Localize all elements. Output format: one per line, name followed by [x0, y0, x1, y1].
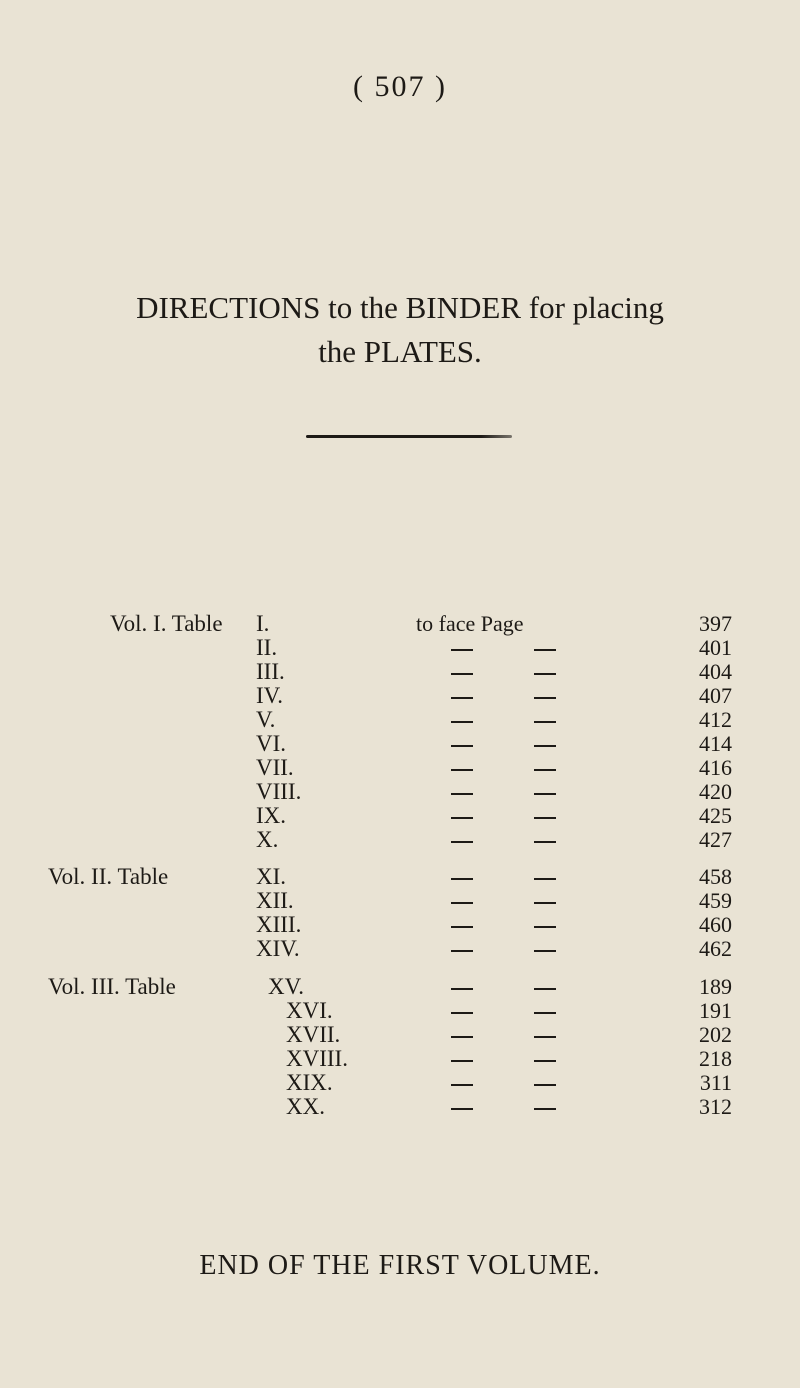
end-of-volume-note: END OF THE FIRST VOLUME. — [199, 1250, 601, 1281]
page-ref: 425 — [699, 803, 732, 828]
leader-dash — [534, 745, 556, 747]
leader-dash — [451, 1060, 473, 1062]
table-numeral: XIV. — [256, 936, 300, 961]
page-ref: 407 — [699, 683, 732, 708]
leader-dash — [451, 841, 473, 843]
leader-dash — [534, 1108, 556, 1110]
page-ref: 404 — [699, 659, 732, 684]
table-row — [0, 1023, 800, 1047]
table-row — [0, 975, 800, 999]
page-number: ( 507 ) — [353, 70, 447, 103]
leader-dash — [451, 1084, 473, 1086]
table-numeral: XX. — [286, 1094, 325, 1119]
leader-dash — [451, 950, 473, 952]
table-row — [0, 865, 800, 889]
table-numeral: IX. — [256, 803, 287, 828]
page-ref: 460 — [699, 912, 732, 937]
page-ref: 191 — [699, 998, 732, 1023]
table-numeral: XVI. — [286, 998, 333, 1023]
leader-dash — [534, 721, 556, 723]
table-row — [0, 937, 800, 961]
table-row — [0, 756, 800, 780]
leader-dash — [534, 1060, 556, 1062]
leader-dash — [534, 950, 556, 952]
table-row — [0, 732, 800, 756]
table-numeral: IV. — [256, 683, 284, 708]
leader-dash — [451, 745, 473, 747]
page-ref: 312 — [699, 1094, 732, 1119]
leader-dash — [534, 926, 556, 928]
title-line-2: the PLATES. — [318, 334, 482, 369]
leader-dash — [451, 902, 473, 904]
page-ref: 427 — [699, 827, 732, 852]
leader-dash — [534, 988, 556, 990]
table-row — [0, 780, 800, 804]
table-row — [0, 1095, 800, 1119]
leader-dash — [534, 902, 556, 904]
table-numeral: XVII. — [286, 1022, 341, 1047]
volume-label: Vol. III. Table — [48, 974, 176, 999]
page-ref: 401 — [699, 635, 732, 660]
table-numeral: I. — [256, 611, 270, 636]
leader-dash — [451, 769, 473, 771]
table-row — [0, 708, 800, 732]
page-ref: 397 — [699, 611, 732, 636]
leader-dash — [451, 721, 473, 723]
leader-dash — [534, 1036, 556, 1038]
table-row — [0, 804, 800, 828]
table-row — [0, 913, 800, 937]
leader-dash — [451, 988, 473, 990]
table-numeral: XIII. — [256, 912, 302, 937]
leader-dash — [534, 649, 556, 651]
page-ref: 459 — [699, 888, 732, 913]
table-row — [0, 999, 800, 1023]
page-ref: 412 — [699, 707, 732, 732]
page-ref: 414 — [699, 731, 732, 756]
volume-label: Vol. II. Table — [48, 864, 169, 889]
table-numeral: V. — [256, 707, 276, 732]
leader-dash — [534, 817, 556, 819]
table-numeral: XI. — [256, 864, 287, 889]
page-ref: 189 — [699, 974, 732, 999]
page-ref: 311 — [699, 1070, 732, 1095]
table-row — [0, 828, 800, 852]
table-row — [0, 636, 800, 660]
table-numeral: II. — [256, 635, 278, 660]
table-row — [0, 1071, 800, 1095]
table-numeral: VI. — [256, 731, 287, 756]
table-numeral: X. — [256, 827, 279, 852]
leader-dash — [451, 926, 473, 928]
leader-dash — [451, 878, 473, 880]
leader-dash — [534, 793, 556, 795]
leader-dash — [451, 649, 473, 651]
page-ref: 462 — [699, 936, 732, 961]
leader-dash — [534, 1012, 556, 1014]
leader-dash — [451, 1012, 473, 1014]
leader-dash — [534, 673, 556, 675]
table-numeral: VII. — [256, 755, 294, 780]
column-header: to face Page — [416, 611, 524, 636]
leader-dash — [451, 1108, 473, 1110]
page-ref: 416 — [699, 755, 732, 780]
table-numeral: XVIII. — [286, 1046, 348, 1071]
page-ref: 458 — [699, 864, 732, 889]
leader-dash — [451, 793, 473, 795]
leader-dash — [534, 769, 556, 771]
title-line-1: DIRECTIONS to the BINDER for placing — [136, 290, 664, 325]
leader-dash — [451, 673, 473, 675]
leader-dash — [534, 697, 556, 699]
table-row — [0, 684, 800, 708]
table-numeral: VIII. — [256, 779, 302, 804]
table-numeral: III. — [256, 659, 285, 684]
table-row — [0, 889, 800, 913]
table-numeral: XII. — [256, 888, 294, 913]
page-ref: 202 — [699, 1022, 732, 1047]
leader-dash — [534, 1084, 556, 1086]
page-ref: 420 — [699, 779, 732, 804]
table-row — [0, 612, 800, 636]
leader-dash — [534, 841, 556, 843]
table-numeral: XV. — [268, 974, 305, 999]
table-row — [0, 660, 800, 684]
leader-dash — [534, 878, 556, 880]
page-ref: 218 — [699, 1046, 732, 1071]
table-numeral: XIX. — [286, 1070, 333, 1095]
leader-dash — [451, 1036, 473, 1038]
leader-dash — [451, 817, 473, 819]
table-row — [0, 1047, 800, 1071]
volume-label: Vol. I. Table — [110, 611, 223, 636]
leader-dash — [451, 697, 473, 699]
